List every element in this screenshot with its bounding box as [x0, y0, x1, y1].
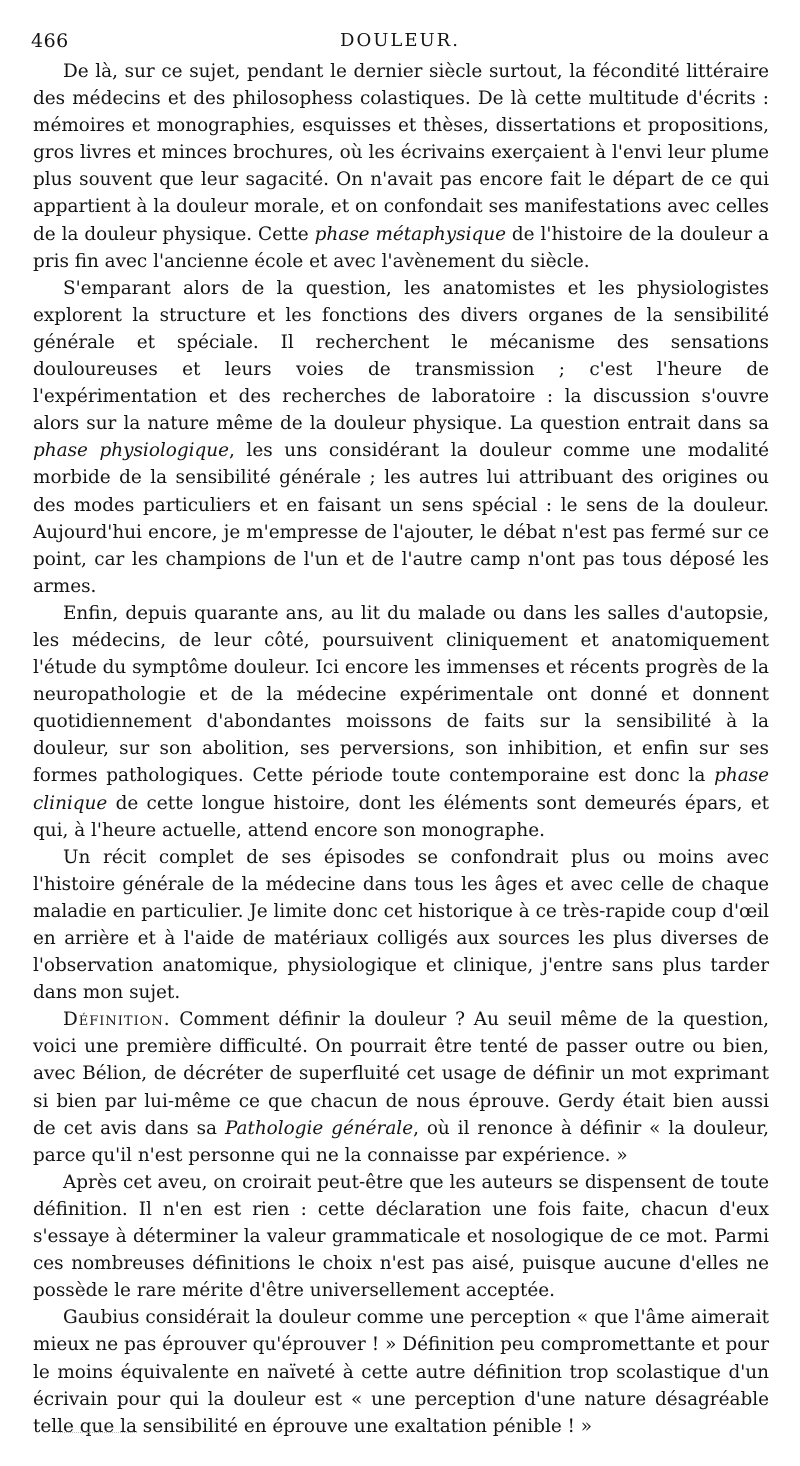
- page-number: 466: [31, 30, 69, 52]
- paragraph: [33, 600, 769, 844]
- section-heading: Définition.: [63, 1009, 171, 1031]
- paragraph: [33, 1304, 769, 1439]
- paragraph: [33, 58, 769, 275]
- paragraph: [33, 275, 769, 600]
- text-run: Enfin, depuis quarante ans, au lit du malade ou dans les salles d'autopsie, les médecins, de leur côté, poursuivent cliniquement et anatomiquement l'étude du symptôme douleur. Ici encore les immenses et récents progrès de la neuropathologie et de la médecine expérimentale ont donné et donnent quotidiennement d'abondantes moissons de faits sur la sensibilité à la douleur, sur son abolition, ses perversions, son inhibition, et enfin sur ses formes pathologiques. Cette période toute contemporaine est donc la: [33, 602, 769, 787]
- page-header: [31, 30, 769, 56]
- italic-phrase: phase clinique: [33, 765, 769, 814]
- italic-phrase: phase physiologique: [33, 440, 229, 462]
- italic-phrase: phase métaphysique: [314, 223, 506, 245]
- body-text: [33, 58, 769, 1440]
- text-run: de l'histoire de la douleur a pris fin avec l'ancienne école et avec l'avènement du siècle.: [33, 223, 769, 272]
- text-run: , les uns considérant la douleur comme une modalité morbide de la sensibilité générale ; les autres lui attribuant des origines ou des modes particuliers et en faisant un sens spécial : le sens de la douleur. Aujourd'hui encore, je m'empresse de l'ajouter, le débat n'est pas fermé sur ce point, car les champions de l'un et de l'autre camp n'ont pas tous déposé les armes.: [33, 440, 769, 597]
- text-run: , où il renonce à définir « la douleur, parce qu'il n'est personne qui ne la connaisse par expérience. »: [33, 1117, 770, 1166]
- running-title: DOULEUR.: [340, 30, 460, 51]
- text-run: Après cet aveu, on croirait peut-être que les auteurs se dispensent de toute définition. Il n'en est rien : cette déclaration une fois faite, chacun d'eux s'essaye à déterminer la valeur grammaticale et nosologique de ce mot. Parmi ces nombreuses définitions le choix n'est pas aisé, puisque aucune d'elles ne possède le rare mérite d'être universellement acceptée.: [33, 1171, 769, 1302]
- text-run: de cette longue histoire, dont les éléments sont demeurés épars, et qui, à l'heure actuelle, attend encore son monographe.: [33, 792, 769, 841]
- text-run: S'emparant alors de la question, les anatomistes et les physiologistes explorent la structure et les fonctions des divers organes de la sensibilité générale et spéciale. Il recherchent le mécanisme des sensations douloureuses et leurs voies de transmission ; c'est l'heure de l'expérimentation et des recherches de laboratoire : la discussion s'ouvre alors sur la nature même de la douleur physique. La question entrait dans sa: [33, 277, 769, 435]
- text-run: Gaubius considérait la douleur comme une perception « que l'âme aimerait mieux ne pas éprouver qu'éprouver ! » Définition peu compromettante et pour le moins équivalente en naïveté à cette autre définition trop scolastique d'un écrivain pour qui la douleur est « une perception d'une nature désagréable telle que la sensibilité en éprouve une exaltation pénible ! »: [33, 1307, 769, 1437]
- paragraph: [33, 1006, 769, 1169]
- text-run: De là, sur ce sujet, pendant le dernier siècle surtout, la fécondité littéraire des médecins et des philosophess colastiques. De là cette multitude d'écrits : mémoires et monographies, esquisses et thèses, dissertations et propositions, gros livres et minces brochures, où les écrivains exerçaient à l'envi leur plume plus souvent que leur sagacité. On n'avait pas encore fait le départ de ce qui appartient à la douleur morale, et on confondait ses manifestations avec celles de la douleur physique. Cette: [33, 61, 769, 245]
- footer-rule: [57, 1432, 137, 1433]
- text-run: Comment définir la douleur ? Au seuil même de la question, voici une première difficulté. On pourrait être tenté de passer outre ou bien, avec Bélion, de décréter de superfluité cet usage de définir un mot exprimant si bien par lui-même ce que chacun de nous éprouve. Gerdy était bien aussi de cet avis dans sa: [33, 1009, 769, 1139]
- paragraph: [33, 1169, 769, 1304]
- italic-phrase: Pathologie générale: [224, 1117, 414, 1139]
- paragraph: [33, 844, 769, 1007]
- text-run: Un récit complet de ses épisodes se confondrait plus ou moins avec l'histoire générale de la médecine dans tous les âges et avec celle de chaque maladie en particulier. Je limite donc cet historique à ce très-rapide coup d'œil en arrière et à l'aide de matériaux colligés aux sources les plus diverses de l'observation anatomique, physiologique et clinique, j'entre sans plus tarder dans mon sujet.: [33, 846, 769, 1004]
